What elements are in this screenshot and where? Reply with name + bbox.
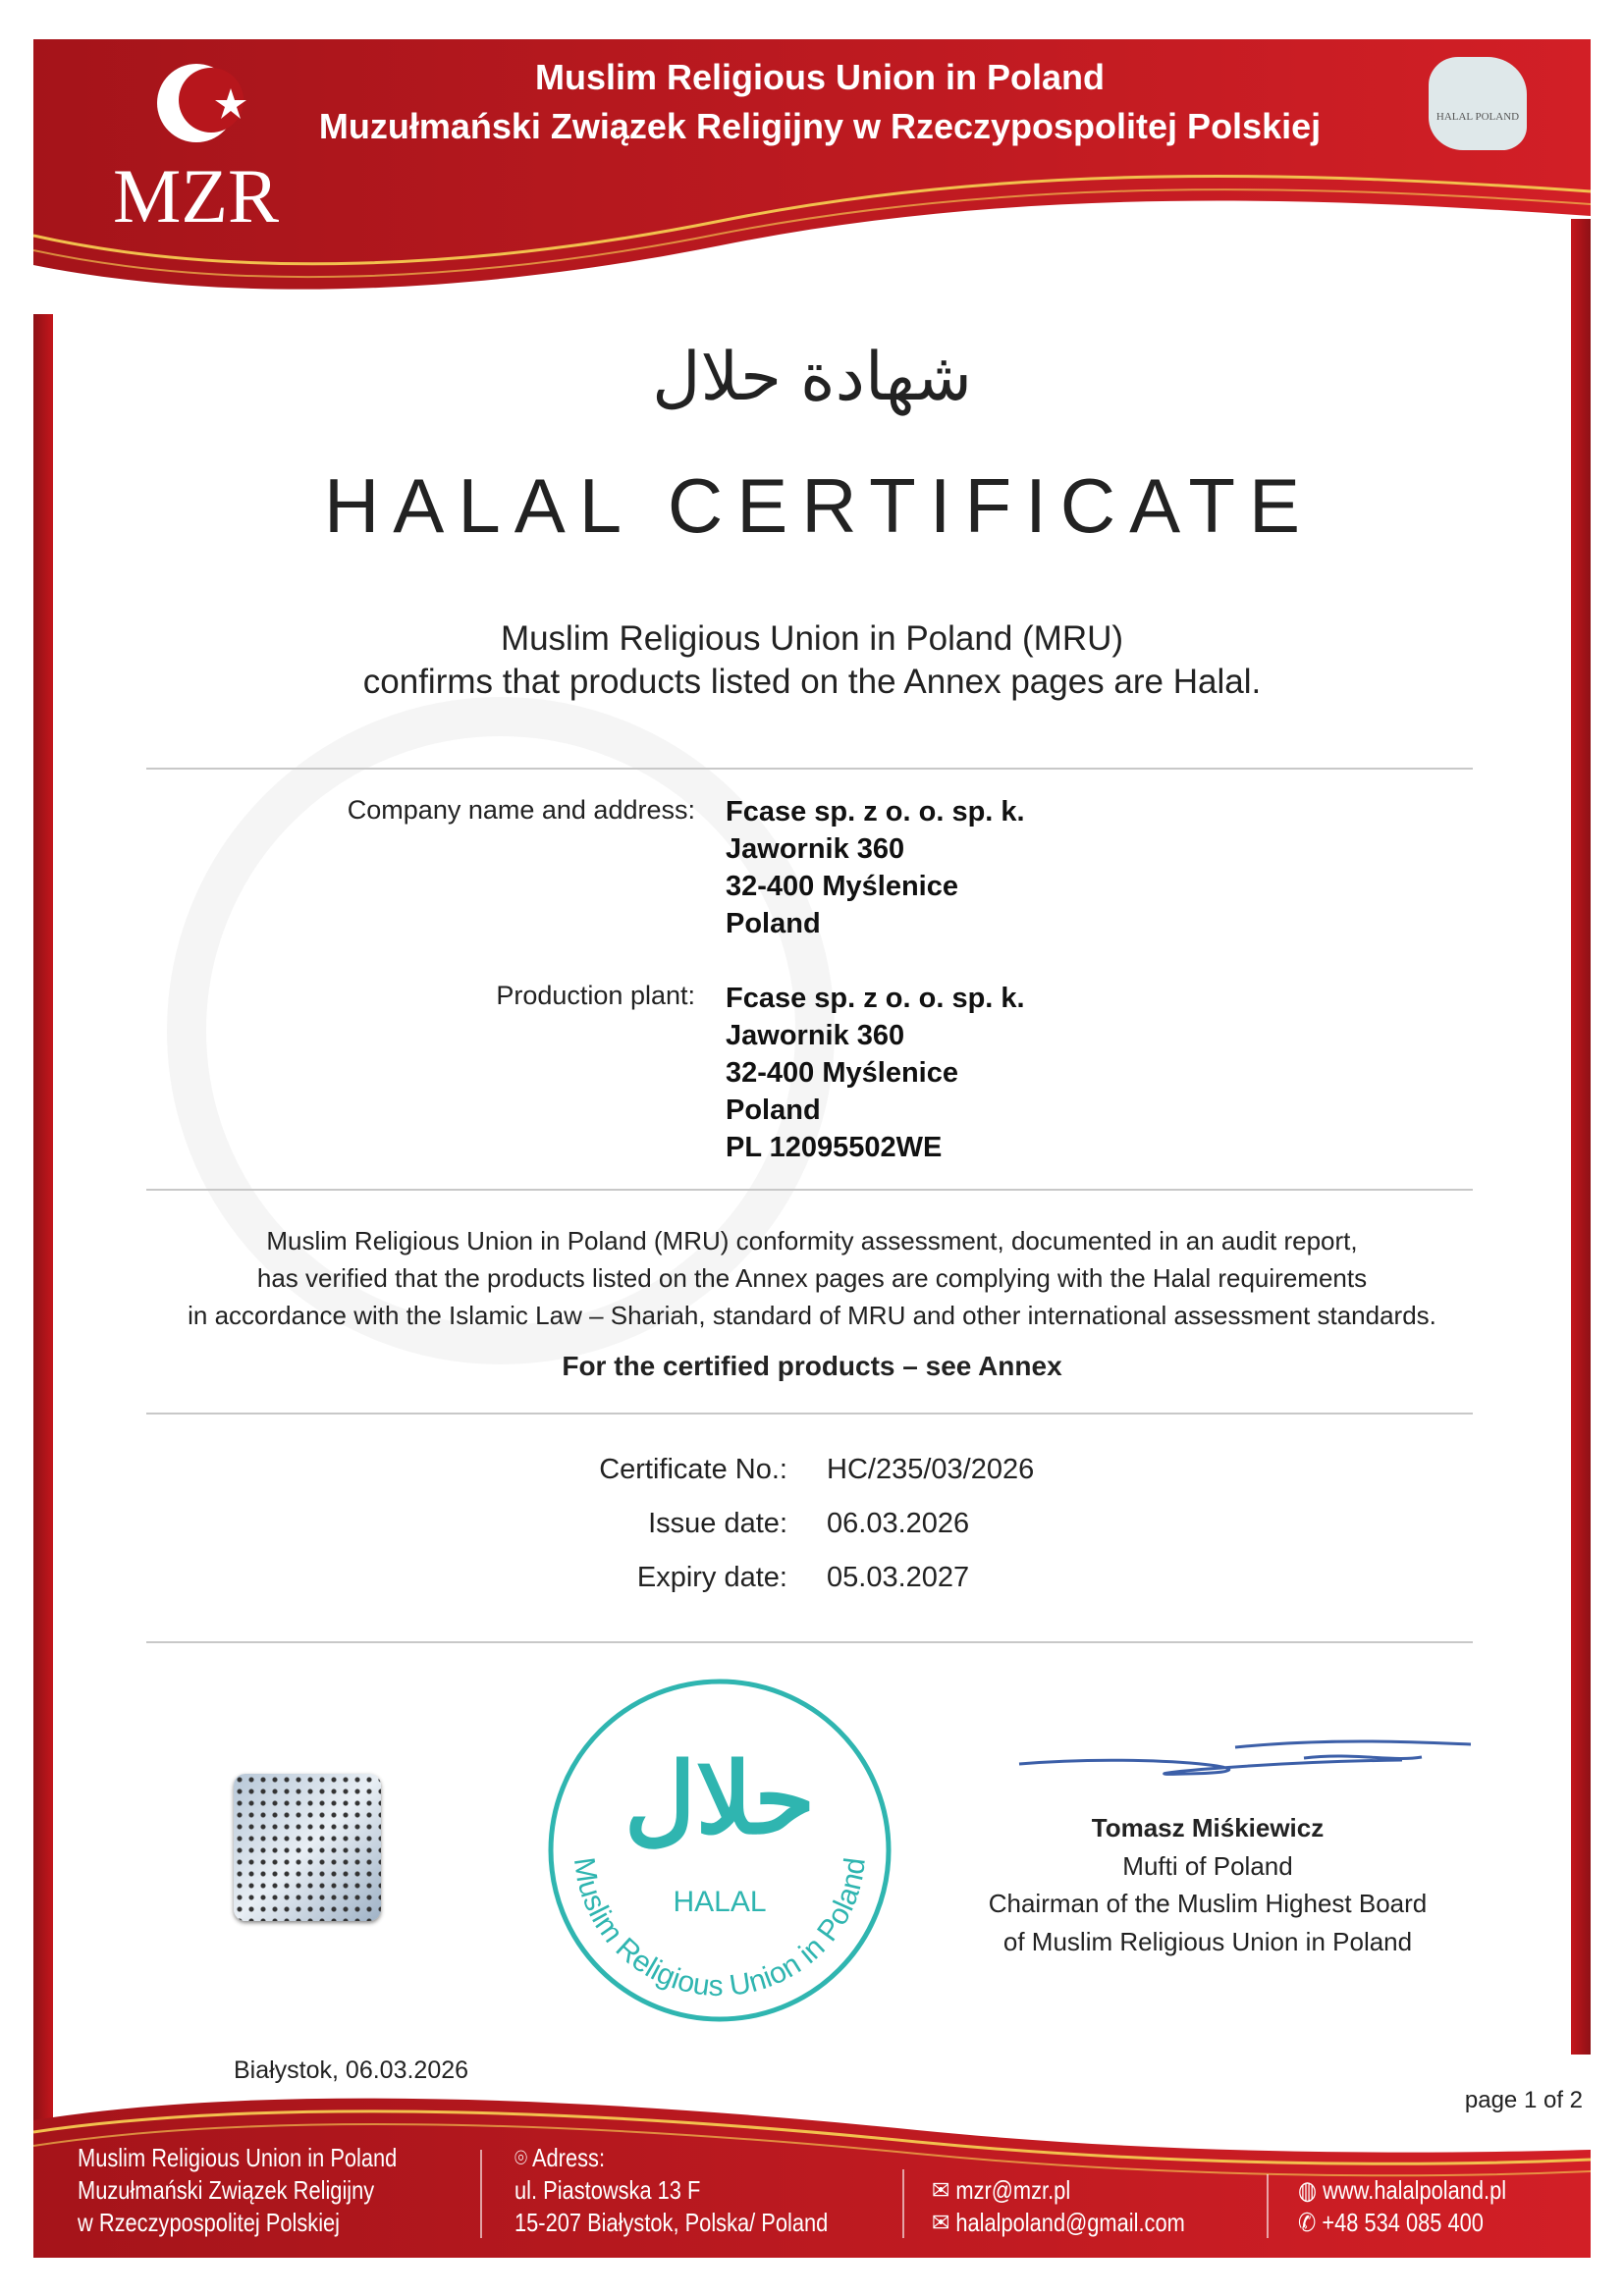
email-link[interactable]: mzr@mzr.pl [955,2175,1071,2205]
footer-divider [480,2150,482,2238]
issue-date-label: Issue date: [648,1508,787,1539]
divider [146,1641,1473,1643]
stamp-arabic: حلال [623,1744,816,1854]
cert-no-label: Certificate No.: [599,1454,787,1485]
footer-org [78,2142,397,2239]
footer-contact [1298,2174,1506,2239]
footer-address [514,2142,828,2239]
website-link[interactable]: www.halalpoland.pl [1323,2175,1507,2205]
page-number: page 1 of 2 [1464,2087,1583,2113]
stamp-center-text: HALAL [673,1886,767,1918]
divider [146,1189,1473,1191]
issue-date-value: 06.03.2026 [827,1508,970,1539]
address-line: Jawornik 360 [726,1020,905,1051]
address-line: Fcase sp. z o. o. sp. k. [726,796,1025,828]
mzr-logo: MZR [113,153,280,239]
badge-text: HALAL POLAND [1435,111,1520,123]
see-annex: For the certified products – see Annex [562,1351,1062,1381]
place-date: Białystok, 06.03.2026 [234,2056,469,2084]
stamp-ring-text: Muslim Religious Union in Poland [567,1855,872,2003]
envelope-icon: ✉ [932,2175,956,2205]
address-line: ul. Piastowska 13 F [514,2175,701,2205]
title-english: HALAL CERTIFICATE [323,462,1315,549]
footer-divider [1267,2174,1269,2238]
title-arabic: شهادة حلال [652,340,972,414]
footer-org-line: Muzułmański Związek Religijny [78,2175,375,2205]
header-org-en: Muslim Religious Union in Poland [534,57,1105,97]
address-line: 32-400 Myślenice [726,1057,958,1089]
location-pin-icon: ⌾ [514,2143,532,2172]
left-border-bar [33,314,53,2120]
assessment-line: in accordance with the Islamic Law – Shariah, standard of MRU and other international assessment standards. [188,1301,1436,1330]
signatory-name: Tomasz Miśkiewicz [1091,1813,1325,1842]
footer-org-line: Muslim Religious Union in Poland [78,2143,398,2172]
footer-org-line: w Rzeczypospolitej Polskiej [78,2208,341,2237]
expiry-date-value: 05.03.2027 [827,1562,970,1593]
assessment-line: Muslim Religious Union in Poland (MRU) conformity assessment, documented in an audit report, [266,1226,1358,1255]
signatory-title: Chairman of the Muslim Highest Board [988,1889,1428,1918]
plant-label: Production plant: [496,981,695,1010]
address-line: Poland [726,908,821,939]
globe-icon: ◍ [1298,2175,1324,2205]
intro-line2: confirms that products listed on the Annex pages are Halal. [362,663,1262,701]
intro-line1: Muslim Religious Union in Poland (MRU) [500,619,1124,658]
envelope-icon: ✉ [932,2208,956,2237]
signature [1009,1723,1481,1791]
halal-poland-badge [1429,57,1527,150]
phone-icon: ✆ [1298,2208,1323,2237]
address-line: 32-400 Myślenice [726,871,958,902]
email-link[interactable]: halalpoland@gmail.com [955,2208,1185,2237]
header-org-pl: Muzułmański Związek Religijny w Rzeczypospolitej Polskiej [318,106,1322,146]
address-line: Jawornik 360 [726,833,905,865]
divider [146,768,1473,770]
cert-no-value: HC/235/03/2026 [827,1454,1035,1485]
company-label: Company name and address: [347,795,695,825]
footer-divider [902,2169,904,2238]
assessment-line: has verified that the products listed on the Annex pages are complying with the Halal requirements [256,1263,1368,1293]
plant-address [726,980,1025,1166]
assessment-text [0,1222,1624,1385]
address-line: Fcase sp. z o. o. sp. k. [726,983,1025,1014]
signatory-title: Mufti of Poland [1122,1850,1293,1881]
phone-number: +48 534 085 400 [1322,2208,1484,2237]
signatory [962,1809,1453,1960]
divider [146,1413,1473,1415]
halal-stamp [545,1676,894,2025]
address-label: Adress: [531,2143,606,2172]
address-line: Poland [726,1095,821,1126]
hologram-seal [234,1774,381,1921]
expiry-date-label: Expiry date: [636,1562,787,1593]
company-address [726,793,1025,942]
address-line: PL 12095502WE [726,1132,943,1163]
footer-emails [932,2174,1185,2239]
signatory-title: of Muslim Religious Union in Poland [1002,1926,1413,1956]
crescent-star-icon [152,59,260,147]
address-line: 15-207 Białystok, Polska/ Poland [514,2208,829,2237]
